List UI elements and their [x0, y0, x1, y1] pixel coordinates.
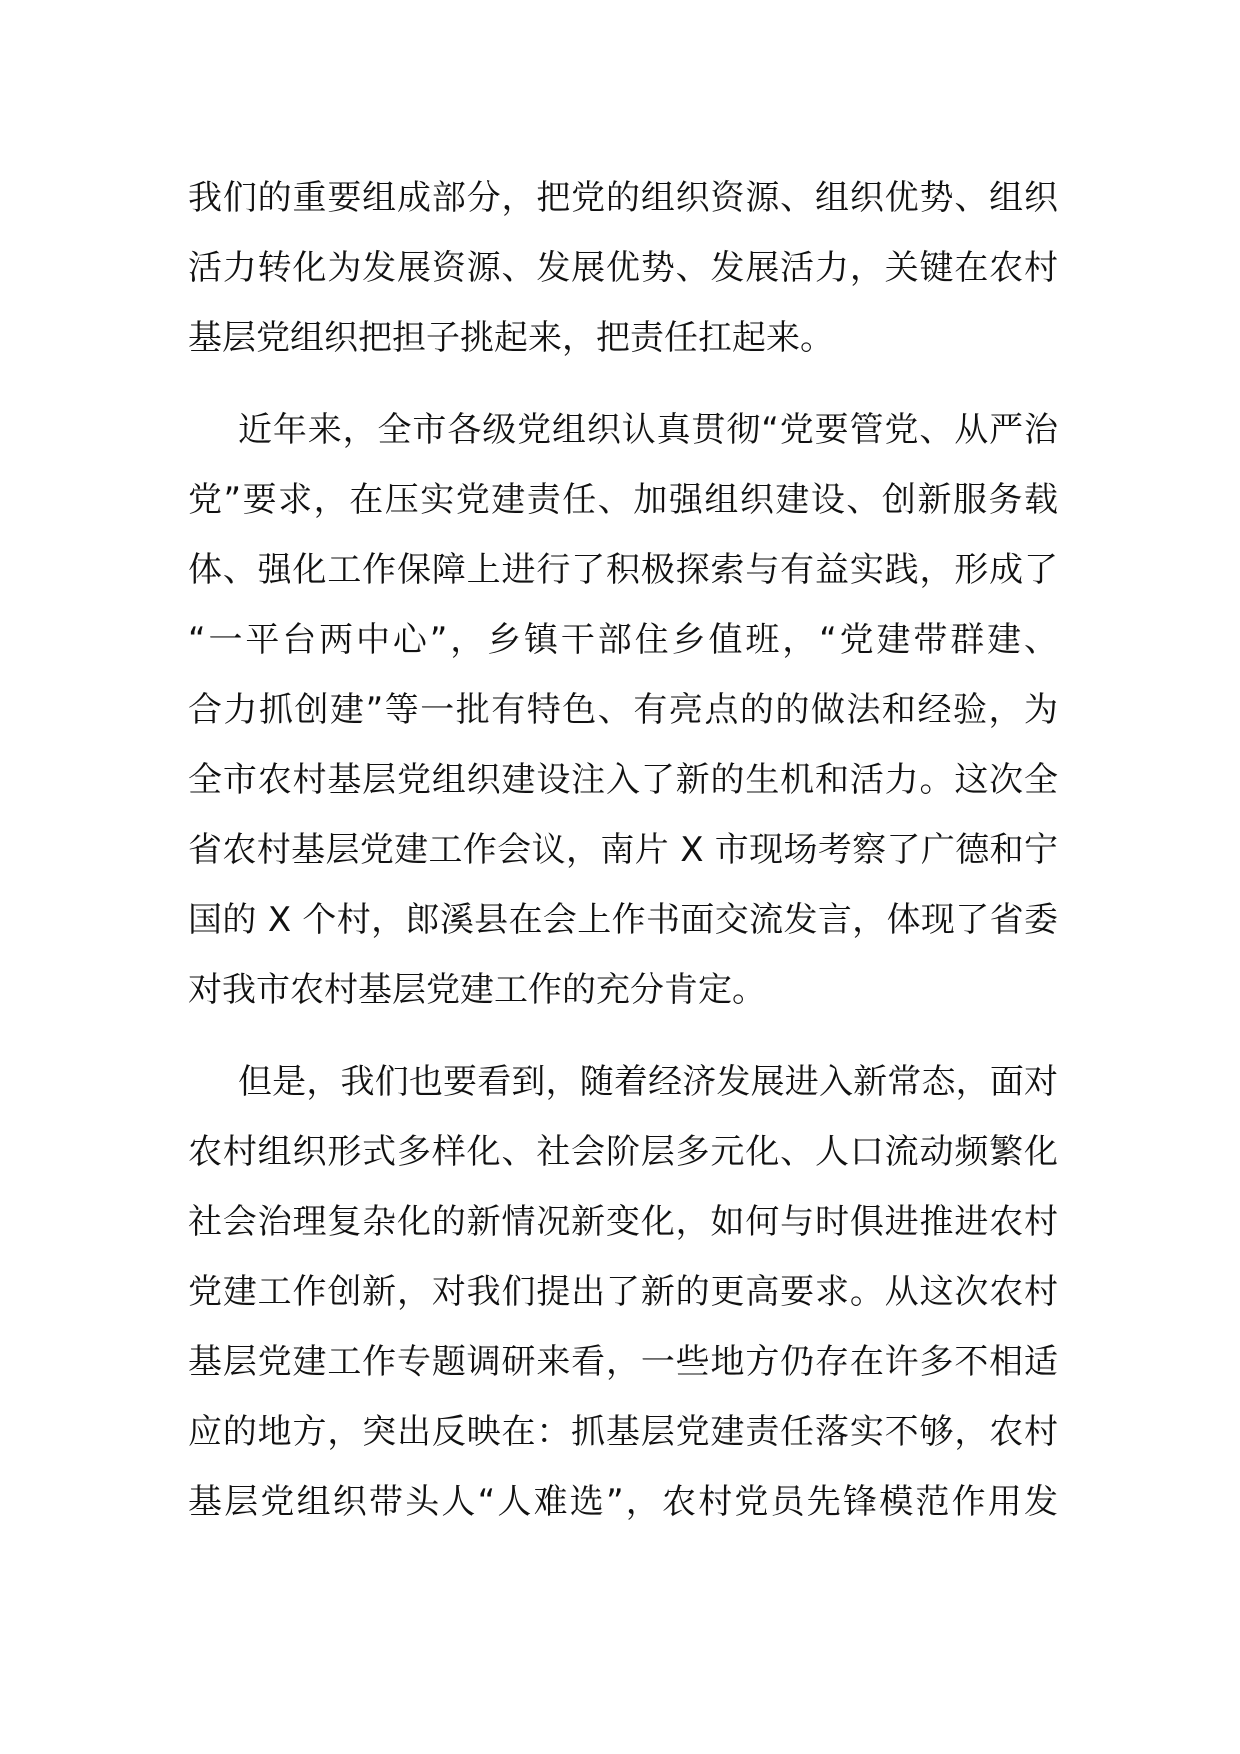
paragraph-line: 党”要求，在压实党建责任、加强组织建设、创新服务载 [188, 480, 1058, 520]
paragraph-line: 合力抓创建”等一批有特色、有亮点的的做法和经验，为 [188, 690, 1058, 730]
paragraph-line: 基层党组织把担子挑起来，把责任扛起来。 [188, 318, 834, 358]
document-body [188, 163, 1058, 1537]
paragraph-line: 近年来，全市各级党组织认真贯彻“党要管党、从严治 [238, 410, 1058, 450]
paragraph-line: 党建工作创新，对我们提出了新的更高要求。从这次农村 [188, 1272, 1058, 1312]
paragraph-line: 省农村基层党建工作会议，南片 X 市现场考察了广德和宁 [188, 830, 1058, 870]
paragraph-3 [188, 1047, 1058, 1537]
paragraph-line: 应的地方，突出反映在：抓基层党建责任落实不够，农村 [188, 1412, 1058, 1452]
paragraph-line: 活力转化为发展资源、发展优势、发展活力，关键在农村 [188, 248, 1058, 288]
paragraph-1 [188, 163, 1058, 373]
paragraph-line: 基层党组织带头人“人难选”，农村党员先锋模范作用发 [188, 1482, 1058, 1522]
paragraph-line: 基层党建工作专题调研来看，一些地方仍存在许多不相适 [188, 1342, 1058, 1382]
paragraph-line: 我们的重要组成部分，把党的组织资源、组织优势、组织 [188, 178, 1058, 218]
paragraph-line: 对我市农村基层党建工作的充分肯定。 [188, 970, 766, 1010]
paragraph-line: 体、强化工作保障上进行了积极探索与有益实践，形成了 [188, 550, 1058, 590]
paragraph-line: 全市农村基层党组织建设注入了新的生机和活力。这次全 [188, 760, 1058, 800]
paragraph-line: “一平台两中心”，乡镇干部住乡值班，“党建带群建、 [188, 620, 1058, 660]
paragraph-2 [188, 395, 1058, 1025]
paragraph-line: 但是，我们也要看到，随着经济发展进入新常态，面对 [238, 1062, 1058, 1102]
paragraph-line: 农村组织形式多样化、社会阶层多元化、人口流动频繁化 [188, 1132, 1058, 1172]
paragraph-line: 国的 X 个村，郎溪县在会上作书面交流发言，体现了省委 [188, 900, 1058, 940]
paragraph-line: 社会治理复杂化的新情况新变化，如何与时俱进推进农村 [188, 1202, 1058, 1242]
